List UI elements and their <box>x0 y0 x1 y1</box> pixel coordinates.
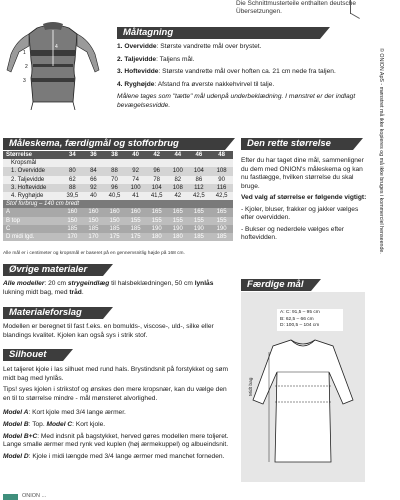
table-note: Alle mål er i centimeter og kropsmål er baseret på en gennemsnitlig højde på 168 cm. <box>3 251 185 256</box>
materialeforslag-text: Modellen er beregnet til fast f.eks. en bomulds-, viscose-, uld-, silke eller blandings kvalitet. Kjolen kan også sys i strik stof. <box>3 323 214 339</box>
section-header-maltagning: Måltagning <box>117 27 320 39</box>
corner-rule <box>350 0 362 14</box>
section-header-faerdige-mal: Færdige mål <box>241 279 311 291</box>
table-row: 4. Ryghøjde 39,5 40 40,5 41 41,5 42 42,5 42,5 <box>3 192 233 200</box>
table-row: 2. Taljevidde 62 66 70 74 78 82 86 90 <box>3 176 233 184</box>
rette-storrelse-text: Efter du har taget dine mål, sammenligner du dem med ONION's måleskema og kan nu fastlægge, hvilken størrelse du skal bruge. Ved valg af størrelse er følgende vigtigt: - Kjoler, bluser, frakker og jakker vælges efter overvidden. - Bukser og nederdele vælges efter hoftevidden. <box>241 157 367 241</box>
svg-text:1: 1 <box>23 50 26 56</box>
copyright-vertical: © ONION ApS - mønstret må ikke kopieres og må ikke bruges i kommerciel henseende. <box>378 48 384 254</box>
size-table <box>3 151 233 241</box>
model-b-c: Model B: Top. Model C: Kort kjole. <box>3 420 106 428</box>
measure-hoftevidde: 3. Hoftevidde: Største vandrette mål over hoften ca. 21 cm nede fra taljen. <box>117 68 336 76</box>
table-row: 3. Hoftevidde 88 92 96 100 104 108 112 116 <box>3 184 233 192</box>
svg-text:4: 4 <box>55 44 58 50</box>
footer-color-bar <box>3 494 18 500</box>
size-header-row: Størrelse 34 36 38 40 42 44 46 48 <box>3 151 233 159</box>
table-row: C 185 185 185 185 190 190 190 190 <box>3 225 233 233</box>
section-header-ovrige: Øvrige materialer <box>3 264 103 276</box>
measure-taljevidde: 2. Taljevidde: Taljens mål. <box>117 55 195 63</box>
stof-forbrug-row: Stof forbrug – 140 cm bredt <box>3 200 233 208</box>
kropsmal-row: Kropsmål <box>3 159 233 167</box>
measure-note: Målene tages som "tætte" mål udenpå underbeklædning. I mønstret er der indlagt bevægelsesvidde. <box>117 93 356 109</box>
section-header-materialeforslag: Materialeforslag <box>3 307 103 319</box>
top-note: Die Schnittmusterteile enthalten deutsche Übersetzungen. <box>236 0 356 15</box>
svg-text:3: 3 <box>23 78 26 84</box>
model-bc: Model B+C: Med indsnit på bagstykket, herved gøres modellen mere toljeret. Lange smalle ærmer med rynk ved kuplen (høj ærmekuppel) og albueindsnit. <box>3 432 229 449</box>
table-row: 1. Overvidde 80 84 88 92 96 100 104 108 <box>3 167 233 175</box>
silhouet-text: Let taljeret kjole i las silhuet med rund hals. Brystindsnit på forstykket og søm midt bag med lynlås. Tips! syes kjolen i strikstof og ønskes den mere kropsnær, kan du vælge den en til to størrelse mindre - mål mønsteret alvorlighed. Model A: Kort kjole med 3/4 lange ærmer. Model B: Top. Model C: Kort kjole. Model B+C: Med indsnit på bagstykket, herved gøres modellen mere toljeret. Lange smalle ærmer med rynk ved kuplen (høj ærmekuppel) og albueindsnit. Model D: Kjole i midi længde med 3/4 lange ærmer med manchet forneden. <box>3 366 235 461</box>
measurement-instructions <box>117 43 357 111</box>
midt-bag-label: Midt bag <box>249 377 254 396</box>
ovrige-text: Alle modeller: 20 cm strygeindlæg til halsbeklædningen, 50 cm lynlås lukning midt bag, med tråd. <box>3 280 214 296</box>
svg-text:2: 2 <box>25 64 28 70</box>
table-row: A 160 160 160 160 165 165 165 165 <box>3 208 233 216</box>
section-header-silhouet: Silhouet <box>3 349 63 361</box>
body-measure-figure <box>3 20 103 110</box>
section-header-maleskema: Måleskema, færdigmål og stofforbrug <box>3 138 225 150</box>
footer-text: ONION ... <box>22 493 47 499</box>
finished-measures-box: A: C: 91,5 – 95 cm B: 62,5 – 66 cm D: 100,5 – 104 cm <box>277 309 343 331</box>
model-a: Model A: Kort kjole med 3/4 lange ærmer. <box>3 409 126 417</box>
measure-ryghojde: 4. Ryghøjde: Afstand fra øverste nakkehvirvel til talje. <box>117 80 275 88</box>
section-header-rette-storrelse: Den rette størrelse <box>241 138 353 150</box>
measure-overvidde: 1. Overvidde: Største vandrette mål over brystet. <box>117 43 262 50</box>
table-row: D midi lgd. 170 170 175 175 180 180 185 185 <box>3 233 233 241</box>
table-row: B top 150 150 150 155 155 155 155 155 <box>3 217 233 225</box>
model-d: Model D: Kjole i midi længde med 3/4 lange ærmer med manchet forneden. <box>3 452 225 460</box>
